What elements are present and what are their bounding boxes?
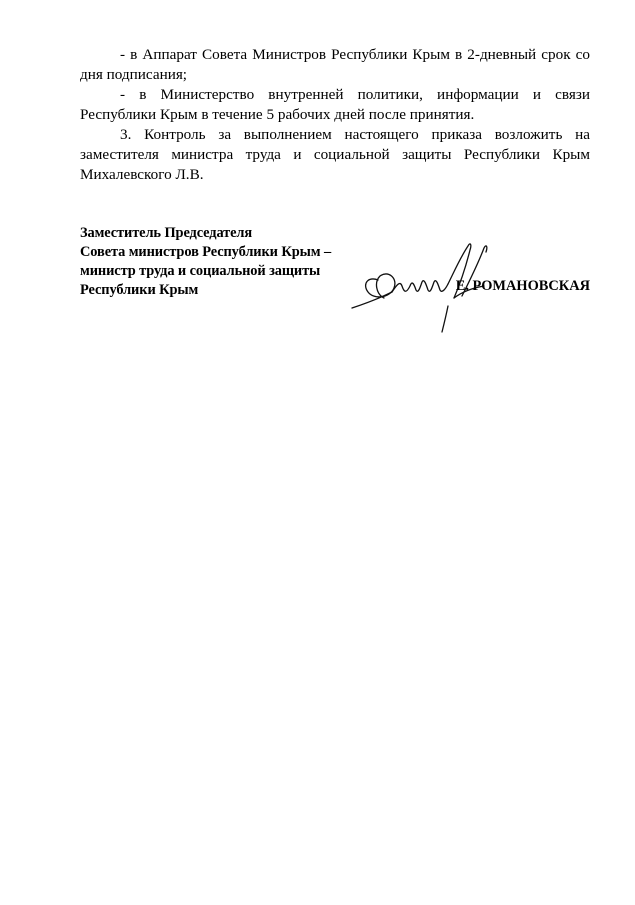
signatory-title-line: Заместитель Председателя: [80, 225, 253, 241]
signatory-title-line: Совета министров Республики Крым –: [80, 244, 332, 260]
signatory-name: Е. РОМАНОВСКАЯ: [455, 278, 590, 294]
paragraph-distribution-ministry: - в Министерство внутренней политики, информации и связи Республики Крым в течение 5 рабочих дней после принятия.: [80, 86, 590, 123]
signatory-title-line: министр труда и социальной защиты: [80, 263, 321, 279]
signatory-title: [80, 224, 331, 300]
document-body: [80, 45, 590, 185]
paragraph-distribution-council: - в Аппарат Совета Министров Республики Крым в 2-дневный срок со дня подписания;: [80, 46, 590, 83]
paragraph-control-clause: 3. Контроль за выполнением настоящего приказа возложить на заместителя министра труда и социальной защиты Республики Крым Михалевского Л.В.: [80, 126, 590, 183]
signatory-title-line: Республики Крым: [80, 282, 199, 298]
signature-block: [80, 224, 590, 334]
